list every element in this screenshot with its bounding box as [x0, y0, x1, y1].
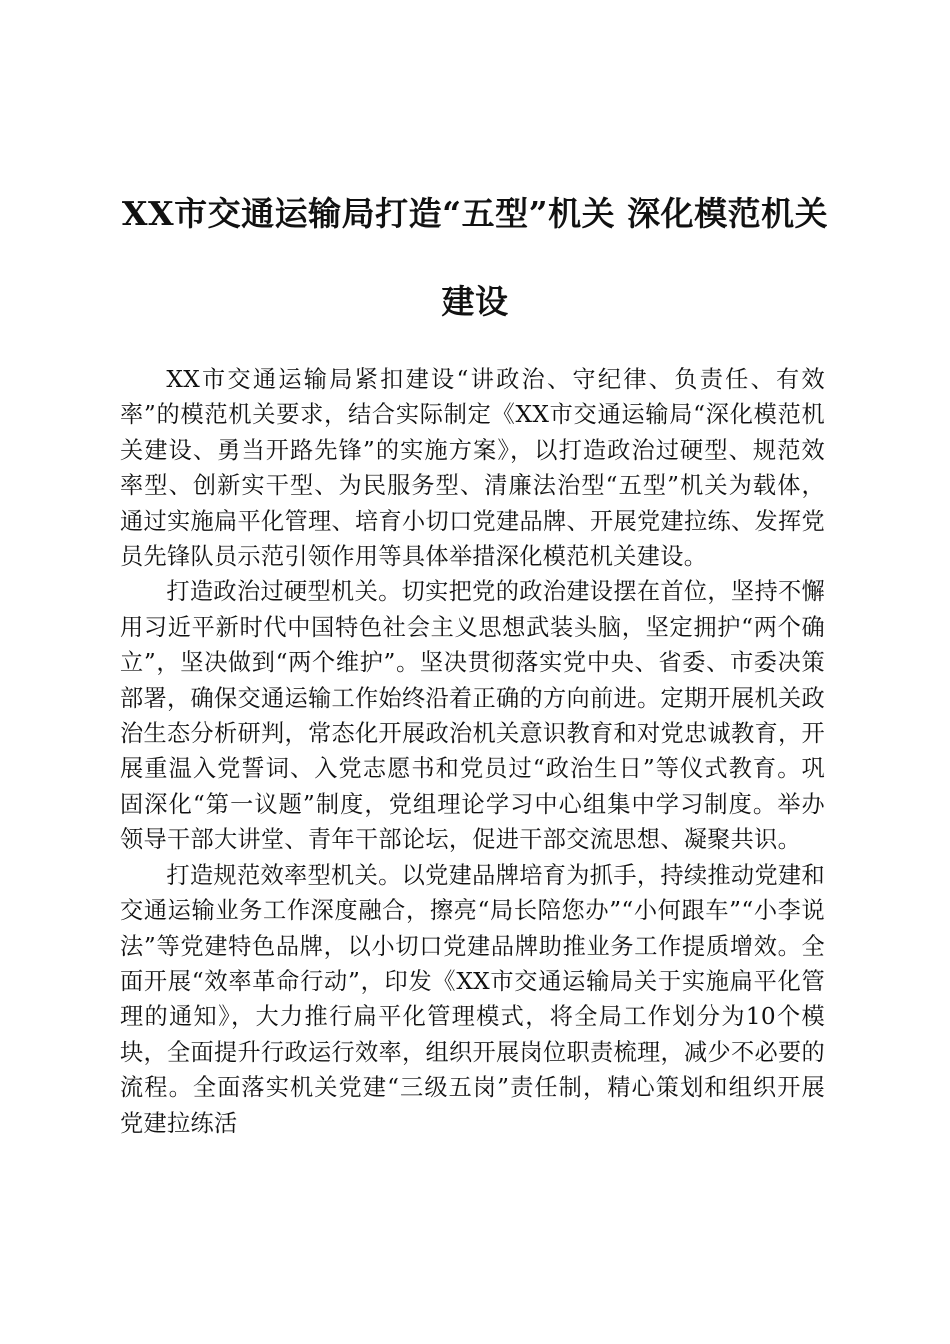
document-body	[120, 362, 825, 1141]
paragraph-efficiency: 打造规范效率型机关。以党建品牌培育为抓手，持续推动党建和交通运输业务工作深度融合，擦亮“局长陪您办”“小何跟车”“小李说法”等党建特色品牌，以小切口党建品牌助推业务工作提质增效。全面开展“效率革命行动”，印发《XX市交通运输局关于实施扁平化管理的通知》，大力推行扁平化管理模式，将全局工作划分为10个模块，全面提升行政运行效率，组织开展岗位职责梳理，减少不必要的流程。全面落实机关党建“三级五岗”责任制，精心策划和组织开展党建拉练活	[120, 861, 825, 1137]
paragraph-intro: XX市交通运输局紧扣建设“讲政治、守纪律、负责任、有效率”的模范机关要求，结合实际制定《XX市交通运输局“深化模范机关建设、勇当开路先锋”的实施方案》，以打造政治过硬型、规范效率型、创新实干型、为民服务型、清廉法治型“五型”机关为载体，通过实施扁平化管理、培育小切口党建品牌、开展党建拉练、发挥党员先锋队员示范引领作用等具体举措深化模范机关建设。	[120, 366, 825, 571]
document-title: XX市交通运输局打造“五型”机关 深化模范机关建设	[121, 194, 829, 321]
paragraph-political: 打造政治过硬型机关。切实把党的政治建设摆在首位，坚持不懈用习近平新时代中国特色社会主义思想武装头脑，坚定拥护“两个确立”，坚决做到“两个维护”。坚决贯彻落实党中央、省委、市委决策部署，确保交通运输工作始终沿着正确的方向前进。定期开展机关政治生态分析研判，常态化开展政治机关意识教育和对党忠诚教育，开展重温入党誓词、入党志愿书和党员过“政治生日”等仪式教育。巩固深化“第一议题”制度，党组理论学习中心组集中学习制度。举办领导干部大讲堂、青年干部论坛，促进干部交流思想、凝聚共识。	[120, 578, 825, 854]
